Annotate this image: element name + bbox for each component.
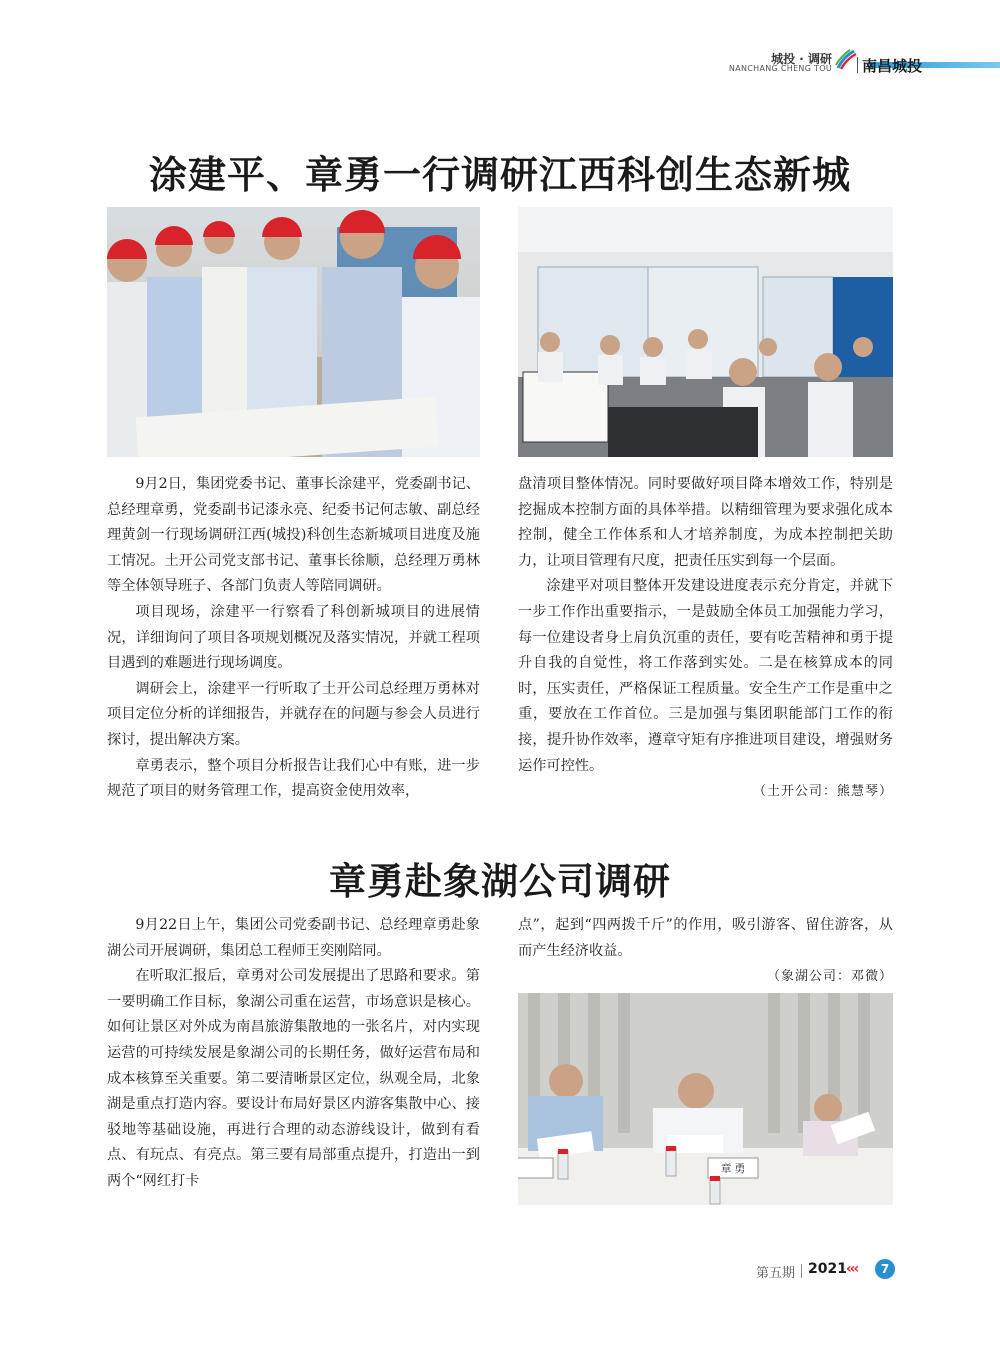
article1-title: 涂建平、章勇一行调研江西科创生态新城 [148, 153, 851, 197]
header-brand-en: NANCHANG CHENG TOU [728, 64, 832, 73]
page-number: 7 [875, 1259, 895, 1279]
article2-byline: （象湖公司：邓微） [766, 969, 893, 985]
article2-right-continuation: 点”，起到“四两拨千斤”的作用，吸引游客、留住游客，从而产生经济收益。 [518, 917, 893, 959]
article1-photo-meeting [518, 207, 893, 457]
article2-column-right [518, 913, 893, 990]
footer-chevron-icon: ‹‹‹ [846, 1261, 858, 1277]
article1-column-left [107, 472, 480, 805]
header-brand-cn: 城投 · 调研 [771, 52, 832, 66]
article2-title: 章勇赴象湖公司调研 [329, 860, 671, 903]
article1-left-paragraph: 项目现场，涂建平一行察看了科创新城项目的进展情况，详细询问了项目各项规划概况及落实情况，并就工程项目遇到的难题进行现场调度。 [107, 603, 480, 672]
article1-left-paragraph: 调研会上，涂建平一行听取了土开公司总经理万勇林对项目定位分析的详细报告，并就存在的问题与参会人员进行探讨，提出解决方案。 [107, 680, 480, 748]
nameplate-text: 章 勇 [720, 1163, 746, 1175]
chengtou-logo-icon [834, 48, 858, 72]
header-title: 南昌城投 [862, 57, 923, 75]
article2-left-paragraph: 在听取汇报后，章勇对公司发展提出了思路和要求。第一要明确工作目标，象湖公司重在运营，市场意识是核心。如何让景区对外成为南昌旅游集散地的一张名片，对内实现运营的可持续发展是象湖公司的长期任务，做好运营布局和成本核算至关重要。第二要清晰景区定位，纵观全局，北象湖是重点打造内容。要设计布局好景区内游客集散中心、接驳地等基础设施，再进行合理的动态游线设计，做到有看点、有玩点、有亮点。第三要有局部重点提升，打造出一到两个“网红打卡 [107, 968, 480, 1189]
footer-issue: 第五期 [756, 1262, 795, 1281]
article1-right-paragraph: 涂建平对项目整体开发建设进度表示充分肯定，并就下一步工作作出重要指示，一是鼓励全体员工加强能力学习，每一位建设者身上肩负沉重的责任，要有吃苦精神和勇于提升自我的自觉性，将工作落到实处。二是在核算成本的同时，压实责任，严格保证工程质量。安全生产工作是重中之重，要放在工作首位。三是加强与集团职能部门工作的衔接，提升协作效率，遵章守矩有序推进项目建设，增强财务运作可控性。 [518, 578, 893, 774]
article2-column-left [107, 913, 480, 1195]
article1-left-paragraph: 章勇表示，整个项目分析报告让我们心中有账，进一步规范了项目的财务管理工作，提高资金使用效率， [107, 757, 480, 800]
article2-photo-meeting [518, 993, 893, 1205]
article1-left-paragraph: 9月2日，集团党委书记、董事长涂建平，党委副书记、总经理章勇，党委副书记漆永亮、纪委书记何志敏、副总经理黄剑一行现场调研江西(城投)科创生态新城项目进度及施工情况。土开公司党支部书记、董事长徐顺，总经理万勇林等全体领导班子、各部门负责人等陪同调研。 [107, 476, 480, 595]
article1-photo-site-visit [107, 207, 480, 457]
article2-left-paragraph: 9月22日上午，集团公司党委副书记、总经理章勇赴象湖公司开展调研，集团总工程师王奕刚陪同。 [107, 917, 480, 959]
article1-column-right [518, 472, 893, 805]
article1-right-continuation: 盘清项目整体情况。同时要做好项目降本增效工作，特别是挖掘成本控制方面的具体举措。以精细管理为要求强化成本控制，健全工作体系和人才培养制度，为成本控制把关助力，让项目管理有尺度，把责任压实到每一个层面。 [518, 476, 893, 569]
article1-byline: （土开公司：熊慧琴） [752, 784, 893, 800]
footer-year: 2021 [808, 1261, 847, 1277]
